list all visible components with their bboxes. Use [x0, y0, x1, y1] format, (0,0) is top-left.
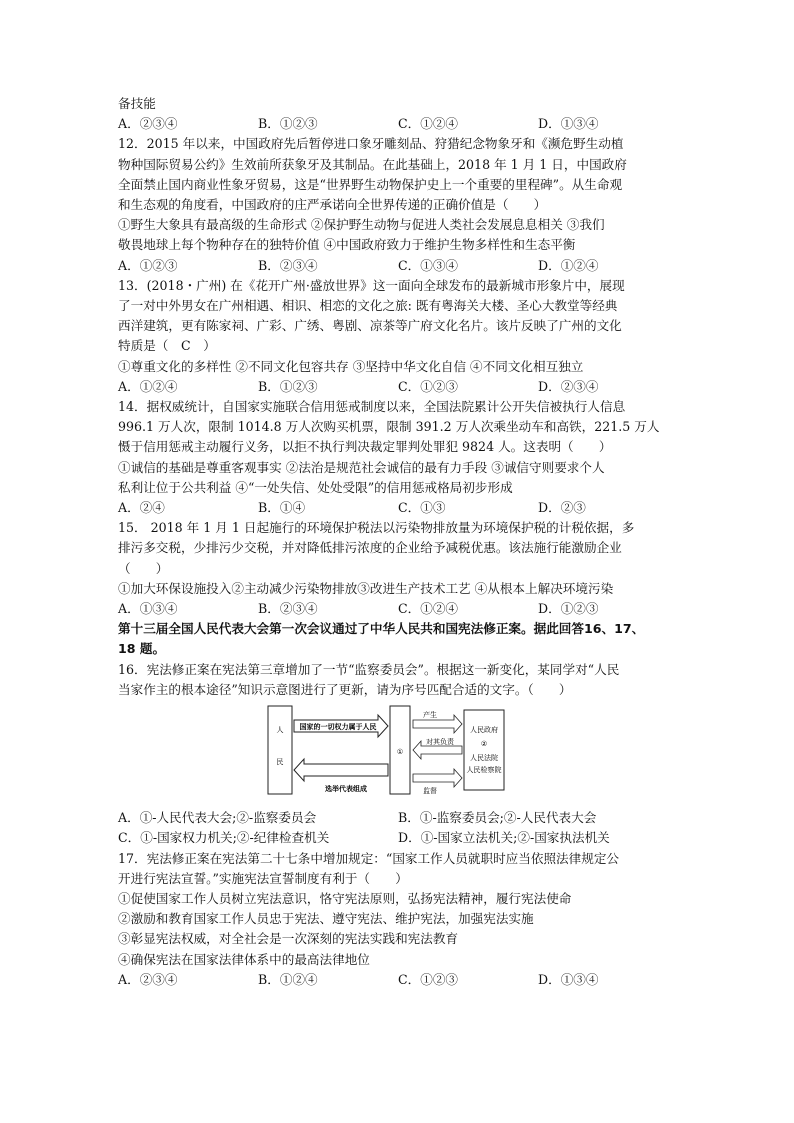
q13-line: 特质是（ C ） [118, 338, 216, 354]
q13-line: 13．(2018・广州) 在《花开广州·盛放世界》这一面向全球发布的最新城市形象片中，展现 [118, 277, 625, 293]
q17-line: ②激励和教育国家工作人员忠于宪法、遵守宪法、维护宪法，加强宪法实施 [118, 911, 534, 927]
q17-options [118, 970, 684, 990]
q14-line: ①诚信的基础是尊重客观事实 ②法治是规范社会诚信的最有力手段 ③诚信守则要求个人 [118, 459, 605, 475]
option-d: D．②③④ [538, 378, 599, 394]
section-line: 第十三届全国人民代表大会第一次会议通过了中华人民共和国宪法修正案。据此回答16、17、 [118, 621, 645, 637]
q17-line: 17．宪法修正案在宪法第二十七条中增加规定：“国家工作人员就职时应当依照法律规定公 [118, 850, 620, 866]
people-char-1: 人 [276, 726, 284, 735]
q14-line: 私利让位于公共利益 ④“一处失信、处处受限”的信用惩戒格局初步形成 [118, 479, 513, 495]
q12-line: 12．2015 年以来，中国政府先后暂停进口象牙雕刻品、狩猎纪念物象牙和《濒危野生动植 [118, 136, 624, 152]
option-a: A．②③④ [118, 971, 178, 987]
q12-line: 物种国际贸易公约》生效前所获象牙及其制品。在此基础上，2018 年 1 月 1 日，中国政府 [118, 156, 627, 172]
q12-line: 和生态观的角度看，中国政府的庄严承诺向全世界传递的正确价值是（ ） [118, 197, 547, 213]
option-c: C．①②③ [398, 971, 459, 987]
question-12 [118, 134, 684, 275]
q16-line: 当家作主的根本途径”知识示意图进行了更新，请为序号匹配合适的文字。（ ） [118, 681, 572, 697]
option-a: A．②④ [118, 500, 165, 516]
option-a: A．①②③ [118, 257, 178, 273]
q17-line: ③彰显宪法权威，对全社会是一次深刻的宪法实践和宪法教育 [118, 931, 459, 947]
right-line-2: ② [480, 740, 488, 749]
option-d: D．①③④ [538, 971, 599, 987]
q13-line: 西洋建筑，更有陈家祠、广彩、广绣、粤剧、凉茶等广府文化名片。该片反映了广州的文化 [118, 318, 622, 334]
q15-options [118, 599, 684, 619]
option-b: B．①-监察委员会;②-人民代表大会 [398, 810, 597, 826]
q14-line: 慑于信用惩戒主动履行义务，以拒不执行判决裁定罪判处罪犯 9824 人。这表明（ ） [118, 439, 612, 455]
option-b: B．①④ [258, 500, 306, 516]
option-c: C．①③ [398, 500, 446, 516]
option-b: B．①②④ [258, 971, 318, 987]
q17-line: ④确保宪法在国家法律体系中的最高法律地位 [118, 951, 370, 967]
right-line-3: 人民法院 [470, 754, 498, 763]
q13-options [118, 377, 684, 397]
option-c: C．①②④ [398, 601, 459, 617]
option-a: A．①②④ [118, 378, 178, 394]
arrow-top-label: 国家的一切权力属于人民 [299, 723, 377, 732]
question-15 [118, 518, 684, 619]
q14-line: 996.1 万人次，限制 1014.8 万人次购买机票，限制 391.2 万人次乘坐动车和高铁，221.5 万人 [118, 419, 660, 435]
responsible-label: 对其负责 [426, 738, 454, 747]
right-line-4: 人民检察院 [466, 766, 502, 775]
option-d: D．②③ [538, 500, 586, 516]
option-c: C．①②③ [398, 378, 459, 394]
option-a: A．①③④ [118, 601, 178, 617]
right-line-1: 人民政府 [470, 726, 498, 735]
q14-options [118, 498, 684, 518]
option-b: B．②③④ [258, 257, 318, 273]
option-c: C．①③④ [398, 257, 459, 273]
people-box [268, 706, 292, 794]
option-c: C．①-国家权力机关;②-纪律检查机关 [118, 830, 330, 846]
option-b: B．②③④ [258, 601, 318, 617]
arrow-bottom-label: 选举代表组成 [325, 785, 367, 794]
q15-line: （ ） [118, 560, 169, 576]
option-d: D．①②③ [538, 601, 599, 617]
question-tail-text: 备技能 [118, 96, 156, 111]
q16-options-row-2 [118, 828, 684, 848]
option-a: A．①-人民代表大会;②-监察委员会 [118, 810, 317, 826]
q17-line: ①促使国家工作人员树立宪法意识，恪守宪法原则，弘扬宪法精神，履行宪法使命 [118, 890, 572, 906]
arrow-produce [413, 715, 462, 733]
question-16 [118, 660, 684, 849]
option-c: C．①②④ [398, 116, 459, 132]
exam-page [118, 94, 684, 990]
section-heading [118, 619, 684, 659]
option-d: D．①-国家立法机关;②-国家执法机关 [398, 830, 610, 846]
arrow-elect-representatives [294, 759, 388, 781]
q13-line: ①尊重文化的多样性 ②不同文化包容共存 ③坚持中华文化自信 ④不同文化相互独立 [118, 358, 584, 374]
option-b: B．①②③ [258, 116, 318, 132]
option-a: A．②③④ [118, 116, 178, 132]
q12-line: ①野生大象具有最高级的生命形式 ②保护野生动物与促进人类社会发展息息相关 ③我们 [118, 217, 605, 233]
option-d: D．①②④ [538, 257, 599, 273]
q14-line: 14．据权威统计，自国家实施联合信用惩戒制度以来，全国法院累计公开失信被执行人信息 [118, 399, 626, 415]
q15-line: 排污多交税，少排污少交税，并对降低排污浓度的企业给予减税优惠。该法施行能激励企业 [118, 540, 622, 556]
q16-line: 16．宪法修正案在宪法第三章增加了一节“监察委员会”。根据这一新变化，某同学对“人民 [118, 661, 620, 677]
center-label: ① [396, 748, 404, 757]
question-14 [118, 397, 684, 518]
q12-line: 敬畏地球上每个物种存在的独特价值 ④中国政府致力于维护生物多样性和生态平衡 [118, 237, 576, 253]
q16-diagram [118, 702, 684, 806]
option-d: D．①③④ [538, 116, 599, 132]
question-17 [118, 849, 684, 990]
arrow-supervise [413, 769, 462, 787]
state-organs-box [464, 710, 504, 790]
q12-options [118, 256, 684, 276]
q16-diagram-figure [266, 702, 506, 802]
produce-label: 产生 [423, 711, 437, 720]
q15-line: ①加大环保设施投入②主动减少污染物排放③改进生产技术工艺 ④从根本上解决环境污染 [118, 580, 614, 596]
question-13 [118, 276, 684, 397]
q13-line: 了一对中外男女在广州相遇、相识、相恋的文化之旅: 既有粤海关大楼、圣心大教堂等经典 [118, 298, 618, 314]
people-char-2: 民 [276, 758, 284, 767]
q16-options-row-1 [118, 808, 684, 828]
supervise-label: 监督 [423, 787, 437, 796]
q12-line: 全面禁止国内商业性象牙贸易，这是“世界野生动物保护史上一个重要的里程碑”。从生命观 [118, 176, 623, 192]
section-line: 18 题。 [118, 641, 166, 657]
option-b: B．①②③ [258, 378, 318, 394]
q11-options [118, 114, 684, 134]
q17-line: 开进行宪法宣誓。”实施宪法宣誓制度有利于（ ） [118, 870, 408, 886]
q15-line: 15． 2018 年 1 月 1 日起施行的环境保护税法以污染物排放量为环境保护税的计税依据，多 [118, 520, 635, 536]
